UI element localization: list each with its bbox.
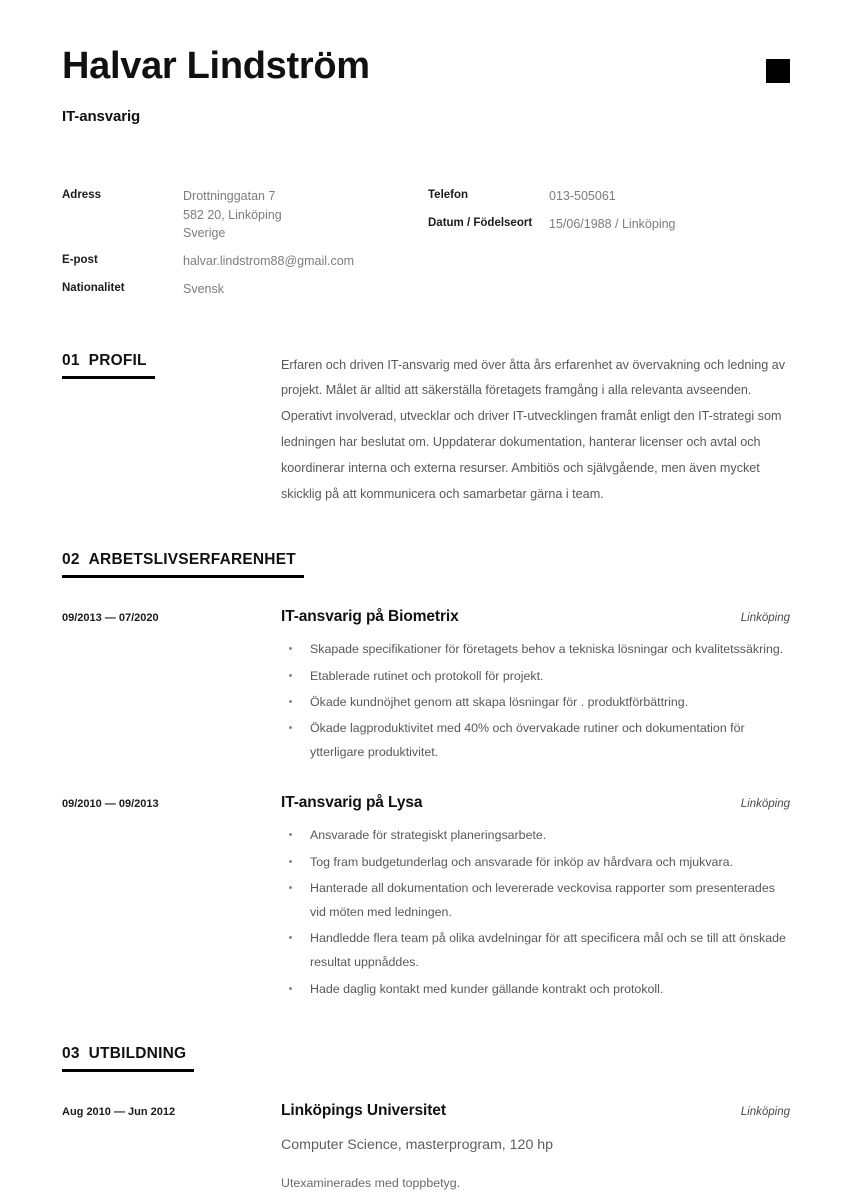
section-title-profile: PROFIL xyxy=(88,351,147,369)
education-note: Utexaminerades med toppbetyg. xyxy=(281,1176,461,1190)
contact-row-birth xyxy=(428,215,790,234)
address-line-street: Drottninggatan 7 xyxy=(183,188,276,203)
profile-block xyxy=(62,353,790,508)
contact-label-email: E-post xyxy=(62,254,98,267)
contact-column-right xyxy=(428,187,790,243)
email-address[interactable]: halvar.lindstrom88@gmail.com xyxy=(183,254,355,269)
address-line-country: Sverige xyxy=(183,226,226,241)
list-item: Hanterade all dokumentation och levererade veckovisa rapporter som presenterades vid möten med ledningen. xyxy=(281,876,790,924)
contact-details xyxy=(62,187,790,308)
contact-row-adress xyxy=(62,187,428,243)
contact-row-phone xyxy=(428,187,790,206)
education-entry-header xyxy=(62,1102,790,1120)
contact-value-email[interactable] xyxy=(183,252,354,271)
experience-entry-body xyxy=(281,823,790,1000)
experience-entry-location: Linköping xyxy=(740,612,790,625)
candidate-job-title: IT-ansvarig xyxy=(62,107,141,125)
education-entry-body xyxy=(281,1135,790,1193)
section-heading-education xyxy=(62,1045,186,1072)
contact-row-email xyxy=(62,252,428,271)
section-number-education: 03 xyxy=(62,1044,80,1062)
experience-entry xyxy=(62,794,790,1000)
list-item: Ansvarade för strategiskt planeringsarbete. xyxy=(281,823,790,847)
section-title-experience: ARBETSLIVSERFARENHET xyxy=(88,551,296,569)
contact-value-phone[interactable] xyxy=(549,187,616,206)
experience-bullet-list xyxy=(281,823,790,1000)
experience-bullet-list xyxy=(281,637,790,764)
section-number-experience: 02 xyxy=(62,551,80,569)
list-item: Tog fram budgetunderlag och ansvarade för inköp av hårdvara och mjukvara. xyxy=(281,850,790,874)
education-entry-location: Linköping xyxy=(740,1105,790,1118)
contact-column-left xyxy=(62,187,428,308)
experience-entry-header xyxy=(62,608,790,626)
experience-entry-main xyxy=(281,794,731,812)
candidate-name: Halvar Lindström xyxy=(62,45,370,87)
experience-entry-title: IT-ansvarig på Biometrix xyxy=(281,608,459,626)
contact-value-nationality xyxy=(183,280,224,299)
contact-row-nationality xyxy=(62,280,428,299)
contact-label-phone: Telefon xyxy=(428,188,469,201)
contact-value-adress xyxy=(183,187,282,243)
photo-placeholder-icon xyxy=(766,59,790,83)
education-entry xyxy=(62,1102,790,1193)
experience-entry-location: Linköping xyxy=(740,798,790,811)
section-rule-education xyxy=(62,1069,194,1072)
contact-value-birth xyxy=(549,215,676,234)
section-number-profile: 01 xyxy=(62,351,80,369)
education-entry-dates: Aug 2010 — Jun 2012 xyxy=(62,1105,176,1118)
experience-entry-dates: 09/2013 — 07/2020 xyxy=(62,612,159,625)
contact-label-nationality: Nationalitet xyxy=(62,281,125,294)
phone-number[interactable]: 013-505061 xyxy=(549,188,616,203)
section-rule-experience xyxy=(62,575,304,578)
experience-entry-dates: 09/2010 — 09/2013 xyxy=(62,798,159,811)
list-item: Ökade lagproduktivitet med 40% och övervakade rutiner och dokumentation för ytterligare produktivitet. xyxy=(281,716,790,764)
education-degree: Computer Science, masterprogram, 120 hp xyxy=(281,1136,554,1153)
list-item: Ökade kundnöjhet genom att skapa lösningar för . produktförbättring. xyxy=(281,690,790,714)
experience-entry-header xyxy=(62,794,790,812)
list-item: Handledde flera team på olika avdelningar för att specificera mål och se till att önskade resultat uppnåddes. xyxy=(281,926,790,974)
list-item: Etablerade rutinet och protokoll för projekt. xyxy=(281,664,790,688)
experience-entry-body xyxy=(281,637,790,764)
section-profile xyxy=(62,352,790,508)
resume-header xyxy=(62,0,790,125)
section-heading-text-experience xyxy=(62,551,296,569)
nationality-value: Svensk xyxy=(183,281,224,296)
address-line-city: 582 20, Linköping xyxy=(183,207,282,222)
experience-entry xyxy=(62,608,790,764)
list-item: Hade daglig kontakt med kunder gällande kontrakt och protokoll. xyxy=(281,977,790,1001)
section-heading-text-education xyxy=(62,1045,186,1063)
birth-date-place: 15/06/1988 / Linköping xyxy=(549,216,676,231)
experience-entry-title: IT-ansvarig på Lysa xyxy=(281,794,423,812)
education-entry-title: Linköpings Universitet xyxy=(281,1101,446,1119)
section-heading-experience xyxy=(62,551,296,578)
list-item: Skapade specifikationer för företagets behov a tekniska lösningar och kvalitetssäkring. xyxy=(281,637,790,661)
section-experience xyxy=(62,551,790,1000)
section-education xyxy=(62,1045,790,1193)
profile-summary-text: Erfaren och driven IT-ansvarig med över åtta års erfarenhet av övervakning och ledning av projekt. Målet är alltid att säkerställa företagets framgång i alla relevanta avseenden. Operativt involverad, utvecklar och driver IT-utvecklingen framåt enligt den IT-strategi som ledningen har beslutat om. Uppdaterar dokumentation, hanterar licenser och avtal och koordinerar interna och externa resurser. Ambitiös och självgående, men även mycket skicklig på att kommunicera och samarbetar gärna i team. xyxy=(281,357,786,501)
profile-spacer xyxy=(62,353,281,508)
education-entry-main xyxy=(281,1102,731,1120)
contact-label-birth: Datum / Födelseort xyxy=(428,216,533,229)
section-title-education: UTBILDNING xyxy=(88,1044,187,1062)
contact-label-adress: Adress xyxy=(62,188,101,201)
experience-entry-main xyxy=(281,608,731,626)
